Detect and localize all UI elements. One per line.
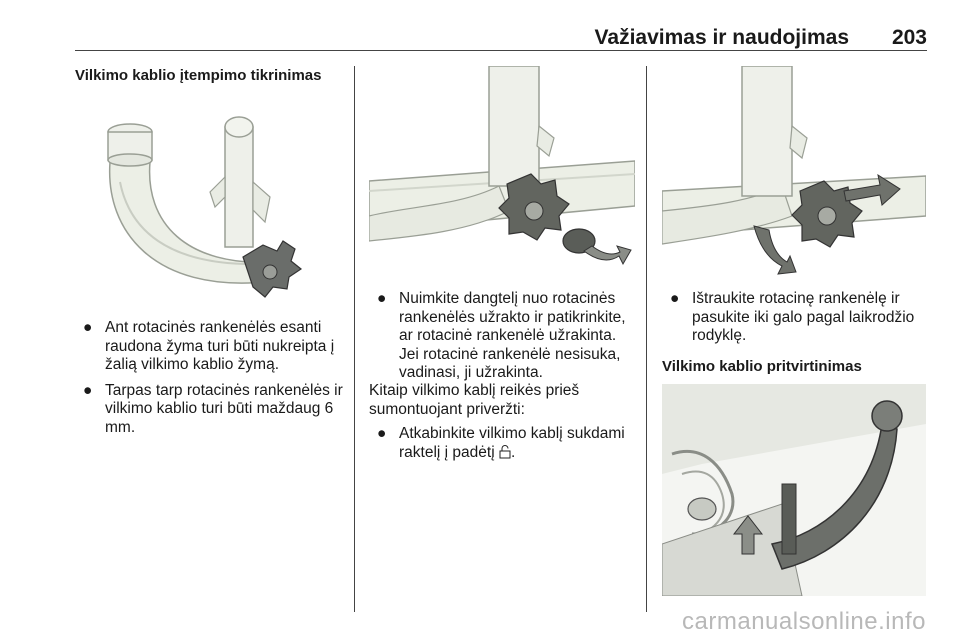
watermark: carmanualsonline.info (682, 608, 926, 635)
column-divider (354, 66, 355, 612)
section-title: Važiavimas ir naudojimas (594, 26, 849, 49)
heading-tension-check: Vilkimo kablio įtempimo tikrinimas (75, 67, 322, 84)
tighten-instruction: Kitaip vilkimo kablį reikės prieš sumontuojant priveržti: (369, 382, 580, 418)
unlock-bullets (369, 425, 637, 469)
page-header (75, 26, 927, 51)
unlocked-padlock-icon (499, 444, 511, 461)
bullet-symbol: ● (377, 425, 387, 442)
bullet-symbol: ● (377, 290, 387, 307)
rotary-knob-lock-illustration (369, 66, 635, 275)
bullet-symbol: ● (83, 381, 93, 399)
heading-attachment: Vilkimo kablio pritvirtinimas (662, 358, 862, 375)
bullet-symbol: ● (670, 290, 680, 307)
list-item: ● Ištraukite rotacinę rankenėlę ir pasukite iki galo pagal laikrodžio rodyklę. (670, 290, 915, 344)
rotary-knob-pull-illustration (662, 66, 926, 275)
knob-pull-bullets (662, 290, 928, 353)
list-item: ● Ant rotacinės rankenėlės esanti raudona žyma turi būti nukreipta į žalią vilkimo kablio žymą. (83, 319, 335, 373)
list-item: ● Tarpas tarp rotacinės rankenėlės ir vilkimo kablio turi būti maždaug 6 mm. (83, 381, 343, 436)
column-divider (646, 66, 647, 612)
list-item: ● Nuimkite dangtelį nuo rotacinės rankenėlės užrakto ir patikrinkite, ar rotacinė rankenėlė užrakinta. Jei rotacinė rankenėlė nesisuka, vadinasi, ji užrakinta. (377, 290, 626, 381)
tow-hook-tension-illustration (75, 92, 340, 304)
list-item: ● Atkabinkite vilkimo kablį sukdami raktelį į padėtį . (377, 425, 625, 461)
page-number: 203 (891, 26, 927, 49)
tension-check-bullets (75, 319, 350, 444)
knob-lock-bullets (369, 290, 637, 390)
bullet-symbol: ● (83, 319, 93, 336)
tow-hook-attachment-illustration (662, 384, 926, 596)
